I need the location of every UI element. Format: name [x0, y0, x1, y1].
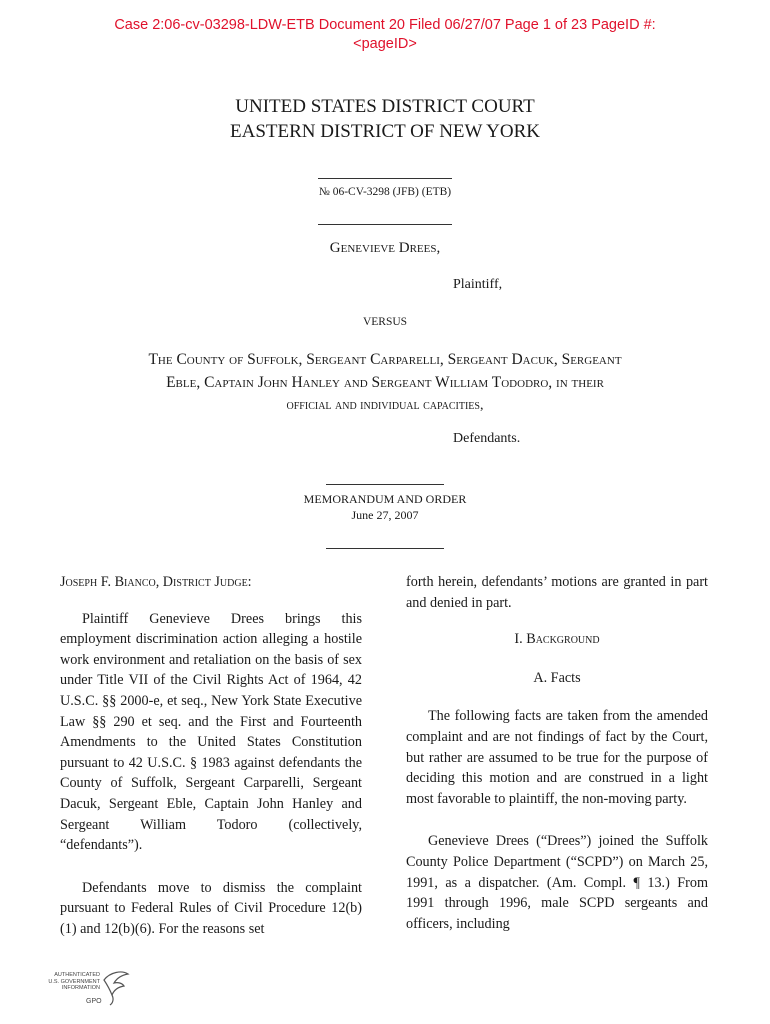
defendants-line1: The County of Suffolk, Sergeant Carparelli, Sergeant Dacuk, Sergeant — [148, 351, 622, 368]
memorandum-heading — [0, 491, 770, 523]
gpo-text-line2: U.S. GOVERNMENT — [48, 978, 100, 985]
gpo-text-line3: INFORMATION — [61, 985, 100, 991]
court-name-line1: UNITED STATES DISTRICT COURT — [235, 96, 535, 117]
paragraph: Genevieve Drees (“Drees”) joined the Suffolk County Police Department (“SCPD”) on March 25, 1991, as a dispatcher. (Am. Compl. ¶ 13.) From 1991 through 1996, male SCPD sergeants and officers, including — [406, 833, 708, 932]
paragraph: Defendants move to dismiss the complaint pursuant to Federal Rules of Civil Procedure 12(b)(1) and 12(b)(6). For the reasons set — [60, 879, 362, 937]
eagle-icon — [100, 970, 130, 1006]
memorandum-title: MEMORANDUM AND ORDER — [303, 492, 467, 506]
judge-line: Joseph F. Bianco, District Judge: — [60, 574, 252, 590]
court-name-line2: EASTERN DISTRICT OF NEW YORK — [230, 121, 540, 142]
paragraph: The following facts are taken from the amended complaint and are not findings of fact by the Court, but rather are assumed to be true for the purpose of deciding this motion and are construed in a light most favorable to plaintiff, the non-moving party. — [406, 708, 708, 807]
filing-stamp-line1: Case 2:06-cv-03298-LDW-ETB Document 20 Filed 06/27/07 Page 1 of 23 PageID #: — [114, 17, 656, 33]
plaintiff-name: Genevieve Drees, — [329, 240, 441, 256]
gpo-mark: GPO — [86, 998, 102, 1005]
defendants-role: Defendants. — [453, 431, 521, 446]
paragraph: Plaintiff Genevieve Drees brings this employment discrimination action alleging a hostile work environment and retaliation on the basis of sex under Title VII of the Civil Rights Act of 1964, 42 U.S.C. §§ 2000-e, et seq., New York State Executive Law §§ 290 et seq. and the First and Fourteenth Amendments to the United States Constitution pursuant to 42 U.S.C. § 1983 against defendants the County of Suffolk, Sergeant Carparelli, Sergeant Dacuk, Sergeant Eble, Captain John Hanley and Sergeant William Todoro (collectively, “defendants”). — [60, 610, 362, 854]
gpo-authentication-logo — [42, 970, 132, 1010]
subsection-heading: A. Facts — [533, 669, 581, 686]
gpo-text-line1: AUTHENTICATED — [54, 972, 100, 978]
court-name — [0, 94, 770, 144]
divider — [0, 536, 770, 554]
memorandum-date: June 27, 2007 — [351, 508, 419, 522]
defendants-line3: official and individual capacities, — [286, 398, 484, 413]
filing-stamp — [0, 16, 770, 54]
paragraph: forth herein, defendants’ motions are granted in part and denied in part. — [406, 574, 708, 611]
left-column — [60, 572, 362, 956]
filing-stamp-line2: <pageID> — [353, 36, 417, 52]
gpo-text — [42, 972, 100, 992]
plaintiff-role: Plaintiff, — [453, 277, 503, 292]
defendants-line2: Eble, Captain John Hanley and Sergeant William Tododro, in their — [166, 374, 604, 391]
versus-label: VERSUS — [362, 316, 408, 328]
section-heading: I. Background — [514, 631, 600, 648]
defendants-caption — [0, 348, 770, 417]
divider — [0, 166, 770, 184]
right-column — [406, 572, 708, 950]
divider — [0, 472, 770, 490]
divider — [0, 212, 770, 230]
docket-number: № 06-CV-3298 (JFB) (ETB) — [318, 186, 452, 198]
